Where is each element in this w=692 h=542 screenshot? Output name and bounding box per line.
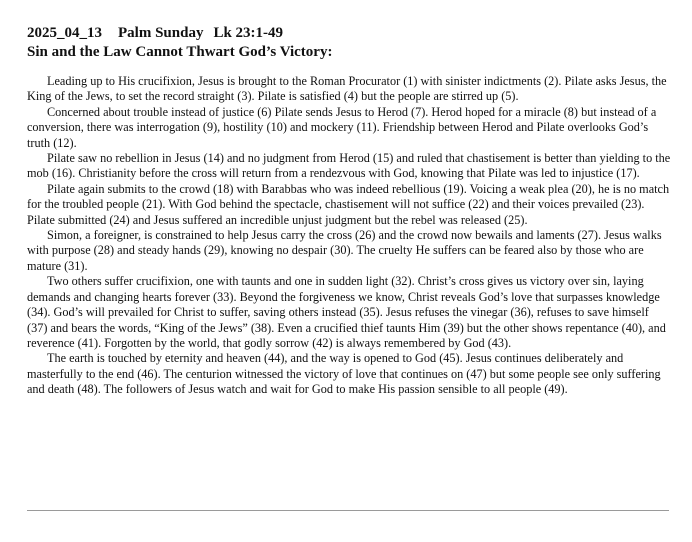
paragraph-2: Concerned about trouble instead of justice (6) Pilate sends Jesus to Herod (7). Herod hoped for a miracle (8) but instead of a conversion, there was interrogation (9), hostility (10) and mockery (11). Friendship between Herod and Pilate overlooks God’s truth (12). xyxy=(27,104,657,150)
document-title: Sin and the Law Cannot Thwart God’s Victory: xyxy=(27,44,333,60)
paragraph-3: Pilate saw no rebellion in Jesus (14) and no judgment from Herod (15) and ruled that chastisement is better than yielding to the mob (16). Christianity before the cross will return from a rendezvous with God, knowing that Pilate was led to injustice (17). xyxy=(27,151,671,181)
paragraph-5: Simon, a foreigner, is constrained to help Jesus carry the cross (26) and the crowd now bewails and laments (27). Jesus walks with purpose (28) and steady hands (29), knowing no despair (30). The cruelty He suffers can be feared also by those who are mature (31). xyxy=(27,228,662,273)
paragraph-1: Leading up to His crucifixion, Jesus is brought to the Roman Procurator (1) with sinister indictments (2). Pilate asks Jesus, the King of the Jews, to set the record straight (3). Pilate is satisfied (4) but the people are stirred up (5). xyxy=(27,74,667,104)
header-line xyxy=(27,24,671,43)
document-body xyxy=(27,74,671,398)
footer-divider xyxy=(27,510,669,511)
paragraph-4: Pilate again submits to the crowd (18) with Barabbas who was indeed rebellious (19). Voicing a weak plea (20), he is no match for the troubled people (21). With God behind the spectacle, chastisement will not suffice (22) and their voices prevailed (23). Pilate submitted (24) and Jesus suffered an incredible unjust judgment but the rebel was released (25). xyxy=(27,181,670,227)
paragraph-6: Two others suffer crucifixion, one with taunts and one in sudden light (32). Christ’s cross gives us victory over sin, laying demands and changing hearts forever (33). Beyond the forgiveness we know, Christ reveals God’s love that surpasses knowledge (34). God’s will prevailed for Christ to suffer, saving others instead (35). Jesus refuses the vinegar (36), refuses to save himself (37) and bears the words, “King of the Jews” (38). Even a crucified thief taunts Him (39) but the other shows repentance (40), and reverence (41). Forgotten by the world, that godly sorrow (42) is always remembered by God (43). xyxy=(27,274,666,350)
scripture-reference: Lk 23:1-49 xyxy=(213,25,284,41)
sermon-date: 2025_04_13 xyxy=(27,25,102,41)
sermon-occasion: Palm Sunday xyxy=(118,25,204,41)
paragraph-7: The earth is touched by eternity and heaven (44), and the way is opened to God (45). Jesus continues deliberately and masterfully to the end (46). The centurion witnessed the victory of love that continues on (47) but some people see only suffering and death (48). The followers of Jesus watch and wait for God to make His passion sensible to all people (49). xyxy=(27,351,661,397)
document-page xyxy=(27,24,671,398)
